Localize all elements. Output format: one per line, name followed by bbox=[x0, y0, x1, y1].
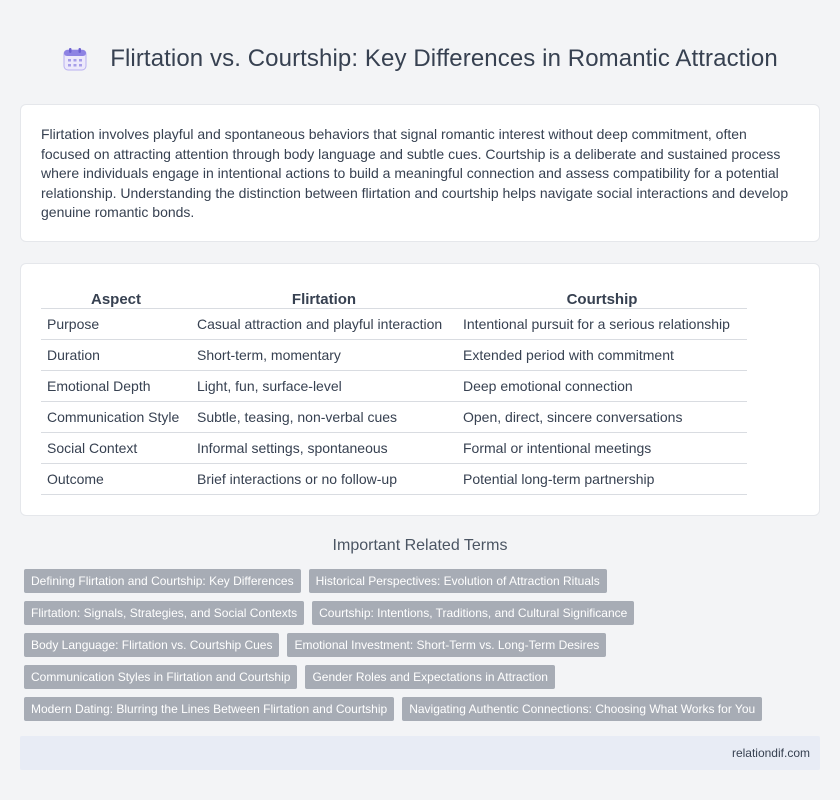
tag-row bbox=[24, 569, 814, 593]
table-row bbox=[41, 432, 747, 463]
table-header-row bbox=[41, 286, 747, 308]
flirtation-cell: Subtle, teasing, non-verbal cues bbox=[191, 401, 457, 432]
header-aspect: Aspect bbox=[90, 290, 142, 308]
table-row bbox=[41, 339, 747, 370]
aspect-cell: Purpose bbox=[41, 308, 191, 339]
related-term-tag[interactable]: Emotional Investment: Short-Term vs. Long-Term Desires bbox=[287, 633, 606, 657]
flirtation-cell: Brief interactions or no follow-up bbox=[191, 463, 457, 494]
intro-text: Flirtation involves playful and spontaneous behaviors that signal romantic interest without deep commitment, often focused on attracting attention through body language and subtle cues. Courtship is a deliberate and sustained process where individuals engage in intentional actions to build a meaningful connection and assess compatibility for a potential relationship. Understanding the distinction between flirtation and courtship helps navigate social interactions and develop genuine romantic bonds. bbox=[41, 126, 789, 220]
table-row bbox=[41, 463, 747, 494]
tag-row bbox=[24, 665, 814, 689]
flirtation-cell: Informal settings, spontaneous bbox=[191, 432, 457, 463]
flirtation-cell: Short-term, momentary bbox=[191, 339, 457, 370]
courtship-cell: Open, direct, sincere conversations bbox=[457, 401, 747, 432]
calendar-icon bbox=[62, 46, 88, 72]
page-header bbox=[0, 0, 840, 118]
aspect-cell: Duration bbox=[41, 339, 191, 370]
related-term-tag[interactable]: Modern Dating: Blurring the Lines Between Flirtation and Courtship bbox=[24, 697, 394, 721]
flirtation-cell: Casual attraction and playful interaction bbox=[191, 308, 457, 339]
related-term-tag[interactable]: Gender Roles and Expectations in Attraction bbox=[305, 665, 554, 689]
tag-row bbox=[24, 601, 814, 625]
header-flirtation: Flirtation bbox=[291, 290, 357, 308]
related-term-tag[interactable]: Communication Styles in Flirtation and Courtship bbox=[24, 665, 297, 689]
aspect-cell: Emotional Depth bbox=[41, 370, 191, 401]
related-terms-title: Important Related Terms bbox=[332, 537, 508, 554]
courtship-cell: Potential long-term partnership bbox=[457, 463, 747, 494]
page-footer bbox=[20, 736, 820, 770]
aspect-cell: Communication Style bbox=[41, 401, 191, 432]
related-term-tag[interactable]: Navigating Authentic Connections: Choosing What Works for You bbox=[402, 697, 762, 721]
table-row bbox=[41, 308, 747, 339]
table-row bbox=[41, 370, 747, 401]
site-link[interactable]: relationdif.com bbox=[731, 746, 810, 760]
tag-row bbox=[24, 633, 814, 657]
courtship-cell: Formal or intentional meetings bbox=[457, 432, 747, 463]
intro-card bbox=[20, 104, 820, 242]
related-term-tag[interactable]: Courtship: Intentions, Traditions, and Cultural Significance bbox=[312, 601, 634, 625]
related-term-tag[interactable]: Historical Perspectives: Evolution of Attraction Rituals bbox=[309, 569, 607, 593]
flirtation-cell: Light, fun, surface-level bbox=[191, 370, 457, 401]
courtship-cell: Extended period with commitment bbox=[457, 339, 747, 370]
tag-row bbox=[24, 697, 814, 721]
page-title: Flirtation vs. Courtship: Key Differences in Romantic Attraction bbox=[110, 45, 778, 72]
comparison-table bbox=[41, 286, 747, 495]
aspect-cell: Outcome bbox=[41, 463, 191, 494]
courtship-cell: Intentional pursuit for a serious relationship bbox=[457, 308, 747, 339]
aspect-cell: Social Context bbox=[41, 432, 191, 463]
related-terms-list bbox=[24, 569, 814, 729]
related-term-tag[interactable]: Flirtation: Signals, Strategies, and Social Contexts bbox=[24, 601, 304, 625]
header-courtship: Courtship bbox=[566, 290, 638, 308]
related-term-tag[interactable]: Body Language: Flirtation vs. Courtship Cues bbox=[24, 633, 279, 657]
comparison-card bbox=[20, 263, 820, 516]
table-row bbox=[41, 401, 747, 432]
related-term-tag[interactable]: Defining Flirtation and Courtship: Key Differences bbox=[24, 569, 301, 593]
courtship-cell: Deep emotional connection bbox=[457, 370, 747, 401]
